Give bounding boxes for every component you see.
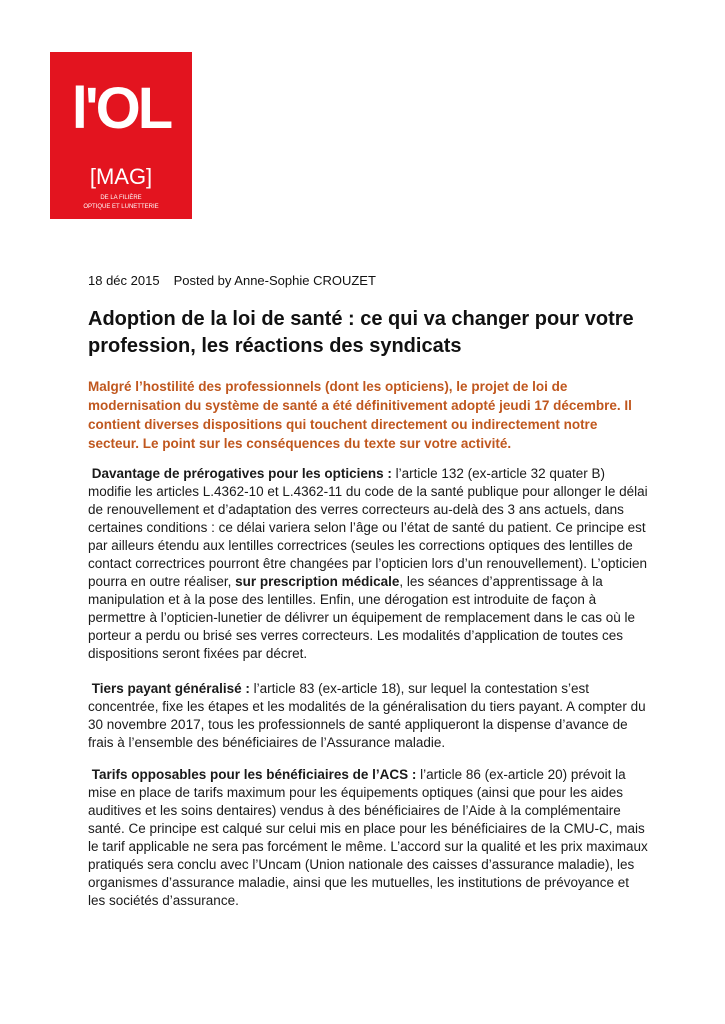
logo-mag: [MAG]	[89, 164, 153, 189]
section-tiers-payant	[88, 680, 648, 752]
section-tarifs-acs	[88, 766, 648, 910]
section-heading: Davantage de prérogatives pour les opticiens :	[91, 466, 392, 481]
section-text: l’article 86 (ex-article 20) prévoit la mise en place de tarifs maximum pour les équipements optiques (ainsi que pour les aides auditives et les soins dentaires) vendus à des bénéficiaires de l’Aide à la complémentaire santé. Ce principe est calqué sur celui mis en place pour les bénéficiaires de la CMU-C, mais le tarif applicable ne sera pas forcément le même. L’accord sur la qualité et les prix maximaux pratiqués sera conclu avec l’Uncam (Union nationale des caisses d’assurance maladie), les organismes d’assurance maladie, ainsi que les mutuelles, les institutions de prévoyance et les sociétés d’assurance.	[88, 767, 648, 908]
section-opticiens	[88, 465, 648, 663]
lol-mag-logo	[50, 52, 192, 219]
section-text: l’article 83 (ex-article 18), sur lequel la contestation s’est concentrée, fixe les étapes et les modalités de la généralisation du tiers payant. A compter du 30 novembre 2017, tous les professionnels de santé appliqueront la dispense d’avance de frais à l’ensemble des bénéficiaires de l’Assurance maladie.	[88, 681, 646, 750]
logo-tagline-2: OPTIQUE ET LUNETTERIE	[83, 204, 159, 210]
article-lede: Malgré l’hostilité des professionnels (dont les opticiens), le projet de loi de modernisation du système de santé a été définitivement adopté jeudi 17 décembre. Il contient diverses dispositions qui touchent directement ou indirectement notre secteur. Le point sur les conséquences du texte sur votre activité.	[88, 379, 632, 451]
section-heading: Tiers payant généralisé :	[91, 681, 250, 696]
section-text: , les séances d’apprentissage à la manipulation et à la pose des lentilles. Enfin, une dérogation est introduite de façon à permettre à l’opticien-lunetier de délivrer un équipement de remplacement dans le cas où le porteur a perdu ou brisé ses verres correcteurs. Les modalités d’application de toutes ces dispositions seront fixées par décret.	[88, 574, 636, 661]
post-meta	[88, 273, 376, 288]
post-date: 18 déc 2015	[88, 273, 160, 288]
logo-brand: l'OL	[71, 76, 171, 141]
section-text: l’article 132 (ex-article 32 quater B) modifie les articles L.4362-10 et L.4362-11 du code de la santé publique pour allonger le délai de renouvellement et d’adaptation des verres correcteurs au-delà des 3 ans actuels, dans certaines conditions : ce délai variera selon l’âge ou l’état de santé du patient. Ce principe est par ailleurs étendu aux lentilles correctrices (seules les corrections optiques des lentilles de contact correctrices pourront être changées par l’opticien lors d’un renouvellement). L’opticien pourra en outre réaliser,	[88, 466, 648, 589]
section-emphasis: sur prescription médicale	[235, 574, 400, 589]
logo-tagline-1: DE LA FILIÈRE	[100, 195, 142, 201]
section-heading: Tarifs opposables pour les bénéficiaires de l’ACS :	[91, 767, 417, 782]
article-title: Adoption de la loi de santé : ce qui va changer pour votre profession, les réactions des syndicats	[88, 308, 634, 357]
post-author: Posted by Anne-Sophie CROUZET	[173, 273, 376, 288]
